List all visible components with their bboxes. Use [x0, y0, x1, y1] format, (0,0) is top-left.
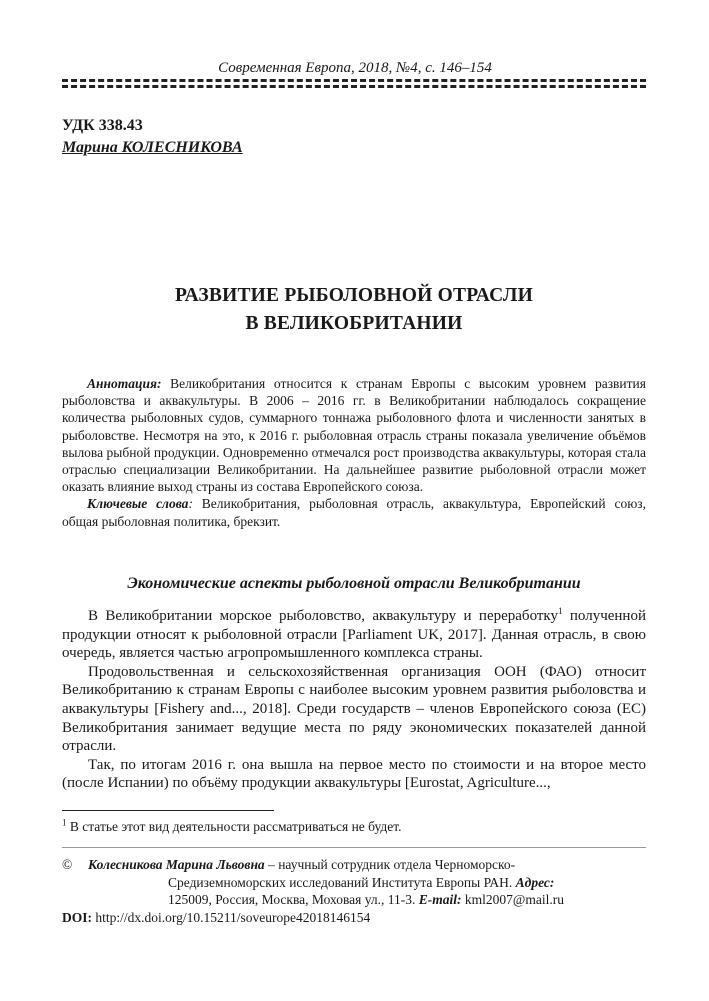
- author-info: [62, 856, 646, 909]
- doi-link[interactable]: http://dx.doi.org/10.15211/soveurope42018146154: [92, 910, 371, 925]
- body-text: [62, 607, 646, 793]
- author-position: – научный сотрудник отдела Черноморско-: [264, 857, 516, 872]
- decorative-dashed-rule: [62, 79, 646, 88]
- footnote-ref[interactable]: 1: [558, 606, 563, 616]
- author-full-name: Колесникова Марина Львовна: [88, 857, 265, 872]
- author-info-line-2: [62, 874, 646, 892]
- footnote: [62, 819, 402, 835]
- body-paragraph-3: Так, по итогам 2016 г. она вышла на первое место по стоимости и на второе место (после Испании) по объёму продукции аквакультуры [Eurostat, Agriculture...,: [62, 756, 646, 792]
- title-line-1: РАЗВИТИЕ РЫБОЛОВНОЙ ОТРАСЛИ: [174, 285, 534, 306]
- author-institute: Средиземноморских исследований Института Европы РАН.: [168, 874, 516, 890]
- doi-label: DOI:: [62, 910, 92, 925]
- author-info-line-1: [62, 856, 646, 874]
- body-p1-part-a: В Великобритании морское рыболовство, аквакультуру и переработку: [88, 608, 558, 624]
- article-title: [62, 282, 646, 338]
- email-label: E-mail:: [418, 892, 462, 907]
- body-p1-part-b: полученной продукции относят к рыболовной отрасли [Parliament UK, 2017]. Данная отрасль, в свою очередь, является частью агропромышленного комплекса страны.: [62, 608, 646, 662]
- body-paragraph-2: Продовольственная и сельскохозяйственная организация ООН (ФАО) относит Великобританию к странам Европы с наиболее высоким уровнем развития рыболовства и аквакультуры [Fishery and..., 2018]. Среди государств – членов Европейского союза (ЕС) Великобритания занимает ведущие места по ряду экономических показателей данной отрасли.: [62, 663, 646, 755]
- author-address: 125009, Россия, Москва, Моховая ул., 11-3.: [168, 892, 419, 907]
- author-info-rule: [62, 847, 646, 848]
- footnote-text: В статье этот вид деятельности рассматриваться не будет.: [66, 819, 402, 834]
- abstract-paragraph: [62, 375, 646, 495]
- keywords-label: Ключевые слова: [87, 496, 189, 512]
- section-heading: Экономические аспекты рыболовной отрасли Великобритании: [127, 575, 581, 592]
- author-name: Марина КОЛЕСНИКОВА: [62, 139, 243, 156]
- footnote-rule: [62, 810, 274, 811]
- keywords-colon: :: [188, 496, 193, 512]
- footnote-number: 1: [62, 817, 67, 828]
- doi-line: [62, 910, 370, 926]
- address-label: Адрес:: [515, 874, 555, 890]
- abstract-text: Великобритания относится к странам Европы с высоким уровнем развития рыболовства и аквакультуры. В 2006 – 2016 гг. в Великобритании наблюдалось сокращение количества рыболовных судов, суммарного тоннажа рыболовного флота и численности занятых в рыболовстве. Несмотря на это, к 2016 г. рыболовная отрасль страны показала увеличение объёмов вылова рыбной продукции. Одновременно отмечался рост производства аквакультуры, которая стала отраслью специализации Великобритании. На дальнейшее развитие рыболовной отрасли может оказать влияние выход страны из состава Европейского союза.: [62, 376, 646, 495]
- author-info-line-3: [62, 891, 646, 909]
- abstract: [62, 375, 646, 530]
- copyright-symbol: ©: [62, 857, 73, 872]
- udk-code: УДК 338.43: [62, 117, 143, 134]
- abstract-label: Аннотация:: [87, 376, 162, 391]
- author-info-text: [88, 856, 646, 874]
- body-paragraph-1: [62, 607, 646, 663]
- running-head: Современная Европа, 2018, №4, с. 146–154: [218, 60, 492, 76]
- keywords-text: Великобритания, рыболовная отрасль, аквакультура, Европейский союз, общая рыболовная политика, брекзит.: [62, 496, 647, 529]
- author-email[interactable]: kml2007@mail.ru: [461, 892, 564, 907]
- keywords-paragraph: [62, 495, 646, 529]
- title-line-2: В ВЕЛИКОБРИТАНИИ: [245, 313, 463, 334]
